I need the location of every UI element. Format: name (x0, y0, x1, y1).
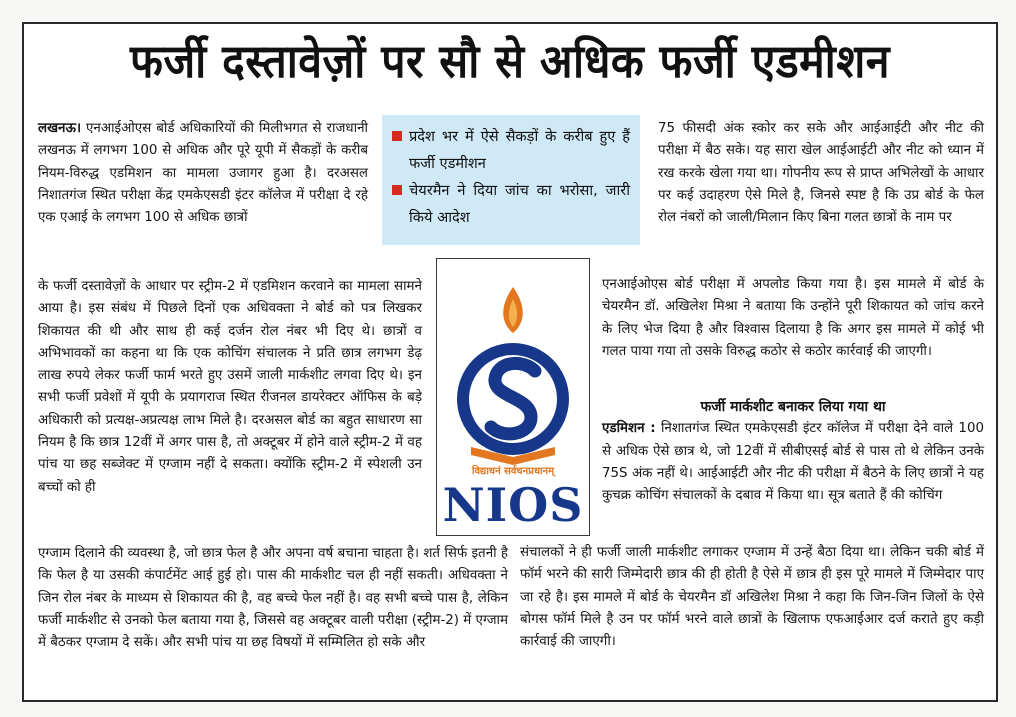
col1-top-text: एनआईओएस बोर्ड अधिकारियों की मिलीभगत से राजधानी लखनऊ में लगभग 100 से अधिक और पूरे यूपी में सैकड़ों के करीब नियम-विरुद्ध एडमिशन का मामला उजागर हुआ है। दरअसल निशातगंज स्थित परीक्षा केंद्र एमकेएसडी इंटर कॉलेज में परीक्षा दे रहे एक एआई के लगभग 100 से अधिक छात्रों (38, 121, 368, 226)
col1-top-paragraph (38, 118, 368, 229)
highlight-item (392, 123, 630, 177)
nios-logo (436, 258, 590, 536)
col2-middle-paragraph: एनआईओएस बोर्ड परीक्षा में अपलोड किया गया है। इस मामले में बोर्ड के चेयरमैन डॉ. अखिलेश मिश्रा ने बताया कि उन्होंने पूरी शिकायत को जांच करने के लिए भेज दिया है और विश्वास दिलाया है कि अगर इस मामले में कोई भी गलत पाया गया तो उसके विरुद्ध कठोर से कठोर कार्रवाई की जाएगी। (602, 277, 984, 359)
highlights-box (382, 115, 640, 245)
col1-middle-paragraph: के फर्जी दस्तावेज़ों के आधार पर स्ट्रीम-2 में एडमिशन करवाने का मामला सामने आया है। इस संबंध में पिछले दिनों एक अधिवक्ता ने बोर्ड को पत्र लिखकर शिकायत की थी और साथ ही कई दर्जन रोल नंबर भी दिए थे। छात्रों व अभिभावकों का कहना था कि एक कोचिंग संचालक ने प्रति छात्र लगभग डेढ़ लाख रुपये लेकर फर्जी फार्म भरते हुए उसमें जाली मार्कशीट लगवा दिए थे। इन सभी फर्जी प्रवेशों में यूपी के प्रयागराज स्थित रीजनल डायरेक्टर ऑफिस के बड़े अधिकारी को प्रत्यक्ष-अप्रत्यक्ष लाभ मिले है। दरअसल बोर्ड का बहुत साधारण सा नियम है कि छात्र 12वीं में अगर पास है, तो अक्टूबर में होने वाले स्ट्रीम-2 में वह पांच या छह सब्जेक्ट में एग्जाम नहीं दे सकता। क्योंकि स्ट्रीम-2 में स्पेशली उन बच्चों को ही (38, 279, 422, 495)
col2-top-paragraph: 75 फीसदी अंक स्कोर कर सके और आईआईटी और नीट की परीक्षा में बैठ सके। यह सारा खेल आईआईटी और नीट को ध्यान में रख करके खेला गया था। गोपनीय रूप से प्राप्त अभिलेखों के आधार पर कई उदाहरण ऐसे मिले है, जिनसे स्पष्ट है कि उप्र बोर्ड के फेल रोल नंबरों को जाली/मिलान किए बिना गलत छात्रों के नाम पर (658, 121, 984, 226)
subheading: फर्जी मार्कशीट बनाकर लिया गया था (700, 399, 886, 415)
col2-bottom-paragraph: संचालकों ने ही फर्जी जाली मार्कशीट लगाकर एग्जाम में उन्हें बैठा दिया था। लेकिन चकी बोर्ड में फॉर्म भरने की सारी जिम्मेदारी छात्र की ही होती है ऐसे में छात्र ही इस पूरे मामले में जिम्मेदार पाए जा रहे है। इस मामले में बोर्ड के चेयरमैन डॉ अखिलेश मिश्रा ने कहा कि जिन-जिन जिलों के ऐसे बोगस फॉर्म मिले है उन पर फॉर्म भरने वाले छात्रों के खिलाफ एफआईआर दर्ज कराते हुए कड़ी कार्रवाई की जाएगी। (520, 545, 984, 650)
col2-sub-section (602, 396, 984, 507)
square-bullet-icon (392, 185, 402, 195)
highlight-text: चेयरमैन ने दिया जांच का भरोसा, जारी किये आदेश (409, 182, 630, 226)
square-bullet-icon (392, 131, 402, 141)
logo-wordmark: NIOS (442, 478, 584, 532)
subheading-lead: एडमिशन : (602, 421, 656, 437)
col1-bottom-paragraph: एग्जाम दिलाने की व्यवस्था है, जो छात्र फेल है और अपना वर्ष बचाना चाहता है। शर्त सिर्फ इतनी है कि फेल है या उसकी कंपार्टमेंट आई हुई हो। पास की मार्कशीट चल ही नहीं सकती। अधिवक्ता ने जिन रोल नंबर के माध्यम से शिकायत की है, वह बच्चे फेल नहीं है। वह सभी बच्चे पास है, लेकिन फर्जी मार्कशीट से उनको फेल बताया गया है, जिससे वह अक्टूबर वाली परीक्षा (स्ट्रीम-2) में एग्जाम में बैठकर एग्जाम दे सकें। और सभी पांच या छह विषयों में सम्मिलित हो सके और (38, 546, 508, 651)
headline: फर्जी दस्तावेज़ों पर सौ से अधिक फर्जी एडमीशन (129, 34, 891, 88)
col2-sub-text: निशातगंज स्थित एमकेएसडी इंटर कॉलेज में परीक्षा देने वाले 100 से अधिक ऐसे छात्र थे, जो 12वीं में सीबीएसई बोर्ड से पास तो थे लेकिन उनके 75S अंक नहीं थे। आईआईटी और नीट की परीक्षा में बैठने के लिए छात्रों ने यह कुचक्र कोचिंग संचालकों के दबाव में किया था। सूत्र बताते हैं की कोचिंग (602, 421, 984, 504)
logo-tagline: विद्याधनं सर्वधनप्रधानम् (471, 466, 555, 477)
dateline: लखनऊ। (38, 121, 82, 136)
highlight-text: प्रदेश भर में ऐसे सैकड़ों के करीब हुए हैं फर्जी एडमीशन (409, 128, 630, 172)
news-clipping (22, 22, 998, 702)
highlight-item (392, 177, 630, 231)
